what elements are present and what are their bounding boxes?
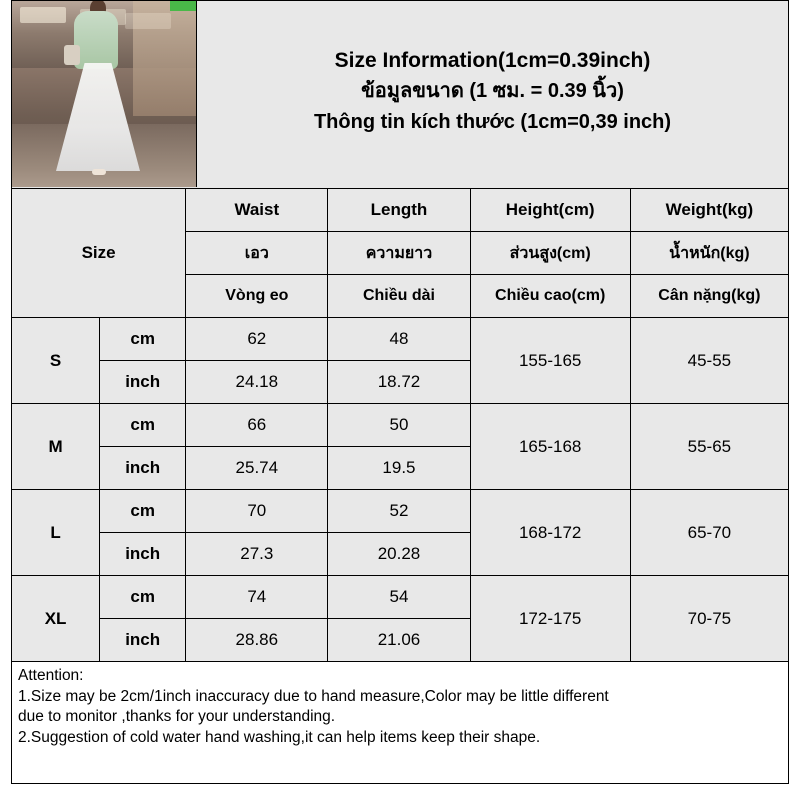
photo-wall [133, 1, 196, 116]
col-height-th: ส่วนสูง(cm) [470, 232, 630, 275]
s-weight: 45-55 [630, 318, 788, 404]
s-length-cm: 48 [328, 318, 470, 361]
row-unit-inch: inch [100, 533, 186, 576]
xl-waist-cm: 74 [186, 576, 328, 619]
photo-handbag [64, 45, 80, 65]
row-unit-cm: cm [100, 490, 186, 533]
title-thai: ข้อมูลขนาด (1 ซม. = 0.39 นิ้ว) [361, 80, 624, 103]
row-unit-cm: cm [100, 404, 186, 447]
xl-height: 172-175 [470, 576, 630, 662]
col-length-en: Length [328, 189, 470, 232]
table-row [12, 490, 789, 533]
row-unit-inch: inch [100, 619, 186, 662]
size-table [11, 188, 789, 662]
table-header-row-en [12, 189, 789, 232]
col-weight-th: น้ำหนัก(kg) [630, 232, 788, 275]
row-size-s: S [12, 318, 100, 404]
l-weight: 65-70 [630, 490, 788, 576]
l-height: 168-172 [470, 490, 630, 576]
l-waist-inch: 27.3 [186, 533, 328, 576]
title-english: Size Information(1cm=0.39inch) [334, 48, 651, 72]
col-height-vi: Chiều cao(cm) [470, 275, 630, 318]
attention-line-1: 1.Size may be 2cm/1inch inaccuracy due to hand measure,Color may be little different [18, 687, 609, 705]
table-row [12, 318, 789, 361]
attention-block [11, 662, 789, 784]
m-waist-inch: 25.74 [186, 447, 328, 490]
table-row [12, 576, 789, 619]
col-height-en: Height(cm) [470, 189, 630, 232]
m-height: 165-168 [470, 404, 630, 490]
xl-length-cm: 54 [328, 576, 470, 619]
col-weight-vi: Cân nặng(kg) [630, 275, 788, 318]
product-photo [12, 1, 197, 187]
l-length-cm: 52 [328, 490, 470, 533]
col-weight-en: Weight(kg) [630, 189, 788, 232]
row-size-l: L [12, 490, 100, 576]
s-height: 155-165 [470, 318, 630, 404]
title-vietnamese: Thông tin kích thước (1cm=0,39 inch) [313, 110, 672, 133]
attention-heading: Attention: [18, 667, 84, 684]
row-size-m: M [12, 404, 100, 490]
s-waist-cm: 62 [186, 318, 328, 361]
attention-line-3: 2.Suggestion of cold water hand washing,it can help items keep their shape. [18, 728, 541, 746]
xl-waist-inch: 28.86 [186, 619, 328, 662]
photo-model-top [74, 11, 118, 69]
photo-model-shoe [92, 169, 106, 175]
m-length-cm: 50 [328, 404, 470, 447]
col-length-th: ความยาว [328, 232, 470, 275]
s-waist-inch: 24.18 [186, 361, 328, 404]
col-waist-en: Waist [186, 189, 328, 232]
table-row [12, 404, 789, 447]
photo-ceiling-lights [20, 7, 66, 23]
photo-green-marker [170, 1, 196, 11]
col-length-vi: Chiều dài [328, 275, 470, 318]
m-length-inch: 19.5 [328, 447, 470, 490]
title-block [197, 1, 788, 188]
row-unit-cm: cm [100, 318, 186, 361]
header-block [11, 0, 789, 188]
s-length-inch: 18.72 [328, 361, 470, 404]
size-header-cell: Size [12, 189, 186, 318]
row-unit-inch: inch [100, 361, 186, 404]
m-weight: 55-65 [630, 404, 788, 490]
l-waist-cm: 70 [186, 490, 328, 533]
xl-weight: 70-75 [630, 576, 788, 662]
attention-line-2: due to monitor ,thanks for your understanding. [18, 708, 336, 726]
row-unit-cm: cm [100, 576, 186, 619]
col-waist-vi: Vòng eo [186, 275, 328, 318]
l-length-inch: 20.28 [328, 533, 470, 576]
m-waist-cm: 66 [186, 404, 328, 447]
row-size-xl: XL [12, 576, 100, 662]
row-unit-inch: inch [100, 447, 186, 490]
col-waist-th: เอว [186, 232, 328, 275]
xl-length-inch: 21.06 [328, 619, 470, 662]
